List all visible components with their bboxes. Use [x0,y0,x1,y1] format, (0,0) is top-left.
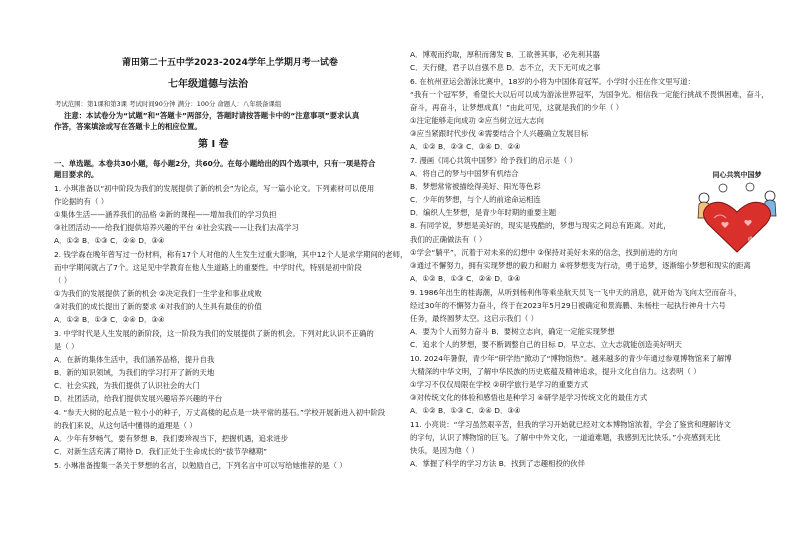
question-options: A．①② B．①③ C．②④ D．③④ [54,315,165,324]
question-line: ①为我们的发展提供了新的机会 ②决定我们一生学业和事业成败 [54,289,262,298]
question-options: A．①② B．①③ C．②④ D．③④ [54,236,165,245]
question-line: 6. 在杭州亚运会游泳比赛中，18岁的小将为中国体育冠军。小学时小汪在作文里写道： [410,77,695,86]
question-line: 奋斗，再奋斗，让梦想成真！”由此可见，这就是我们的少年（ ） [410,103,624,112]
person-head-icon [699,193,709,203]
heart-label: 中国梦 [748,237,767,244]
person-head-icon [765,191,775,201]
question-option: C．少年的梦想，与个人的前途命运相连 [410,195,541,204]
question-line: 而中学期间就占了7个。这足见中学教育在他人生道路上的重要性。中学时代，特别是初中阶段 [54,263,362,272]
person-head-icon [719,184,727,192]
question-options: A．①② B．①③ C．②④ D．③④ [410,274,521,283]
question-line: 大精深的中华文明，了解中华民族的历史底蕴及精神追求，提升文化自信力。这表明（ ） [410,367,701,376]
question-option: A．掌握了科学的学习方法 B．找到了志趣相投的伙伴 [410,459,586,468]
question-option: A．在新的集体生活中，我们涵养品格，提升自我 [54,355,215,364]
question-options: A．①② B．①③ C．②④ D．③④ [410,406,521,415]
question-option: A．少年有梦畅气，要有梦想 B．我们要珍视当下，把握机遇，追求进步 [54,434,289,443]
question-options: A．①② B．②③ C．③④ D．②④ [410,142,521,151]
question-line: ①集体生活——涵养我们的品格 ②新的课程——增加我们的学习负担 [54,210,277,219]
question-line: 10. 2024年暑假，青少年“研学热”掀动了“博物馆热”。越来越多的青少年通过参观博物馆来了解博 [410,354,732,363]
question-option: C．社会实践，为我们提供了认识社会的大门 [54,381,200,390]
question-line: ①学会“躺平”，沉着于对未来的幻想中 ②保持对美好未来的信念，找到前进的方向 [410,248,678,257]
question-line: 1. 小琪准备以“初中阶段为我们的发展提供了新的机会”为论点，写一篇小论文。下列素材可以使用 [54,184,375,193]
person-head-icon [746,183,754,191]
cartoon-figure [690,168,785,260]
figure-caption: 同心共筑中国梦 [712,171,762,179]
question-option: B．新的知识领域，为我们的学习打开了新的天地 [54,368,215,377]
question-line: ③应当紧跟时代步伐 ④需要结合个人兴趣确立发展目标 [410,129,589,138]
instruction-line-2: 题目要求的。 [54,170,99,179]
notice-line-1: 注意：本试卷分为“试题”和“答题卡”两部分，答题时请按答题卡中的“注意事项”要求认真 [64,111,360,120]
question-option: C．追求个人的梦想，要不断调整自己的目标 D．早立志、立大志就能创造美好明天 [410,340,682,349]
question-line: 8. 有同学说，梦想是美好的，现实是残酷的，梦想与现实之间总有距离。对此， [410,221,671,230]
heart-icon [703,202,770,252]
subject-title: 七年级道德与法治 [168,79,248,90]
question-option: A．要为个人而努力奋斗 B．要树立志向，确定一定能实现梦想 [410,327,615,336]
question-line: 是（ ） [54,342,79,351]
question-line: （ ） [54,276,72,285]
question-line: ③通过不懈努力，拥有实现梦想的毅力和耐力 ④将梦想变为行动，勇于追梦，逐渐缩小梦想和现实的距离 [410,261,751,270]
question-line: 3. 中学时代是人生发展的新阶段，这一阶段为我们的发展提供了新的机会。下列对此认识不正确的 [54,329,374,338]
question-option: C．天行健，君子以自强不息 D．志不立，天下无可成之事 [410,63,601,72]
instruction-line-1: 一、单选题。本卷共30小题，每小题2分，共60分。在每小题给出的四个选项中，只有一项是符合 [54,159,376,168]
question-line: 任务，最终圆梦太空。这启示我们（ ） [410,314,538,323]
question-line: ①注定能够走向成功 ②应当树立远大志向 [410,116,544,125]
question-line: 5. 小琳准备搜集一条关于梦想的名言，以勉励自己，下列名言中可以写给她推荐的是（ ） [54,461,347,470]
exam-info: 考试范围：第1课和第3课 考试时间90分钟 满分：100分 命题人：八年级备课组 [55,100,282,108]
question-line: 我们的正确做法有（ ） [410,235,487,244]
question-line: ③对我们的成长提出了新的要求 ④对我们的人生具有最佳的价值 [54,302,262,311]
question-line: 的我们来说，从这句话中懂得的道理是（ ） [54,421,197,430]
question-line: ③对传统文化的体验和感悟也是种学习 ④研学是学习传统文化的最佳方式 [410,393,648,402]
question-line: “我有一个冠军梦，希望长大以后可以成为游泳世界冠军，为国争光。相信我一定能行挑战不畏惧困难，奋斗， [410,90,769,99]
question-line: 作论据的有（ ） [54,197,109,206]
question-option: A．博观而约取，厚积而薄发 B．工欲善其事，必先利其器 [410,50,600,59]
question-line: 2. 钱学森在晚年曾写过一份材料，称有17个人对他的人生发生过重大影响，其中12个人是求学期间的老师， [54,250,408,259]
section-title: 第 I 卷 [198,139,229,150]
question-option: D．编织人生梦想，是青少年时期的重要主题 [410,208,557,217]
notice-line-2: 作答，答案填涂或写在答题卡上的相应位置。 [54,122,202,131]
question-option: A．将自己的梦与中国梦有机结合 [410,169,519,178]
question-line: 4. “参天大树的起点是一粒小小的种子，万丈高楼的起点是一块平常的基石。”学校开展新进入初中阶段 [54,408,386,417]
question-line: 经过30年的不懈努力奋斗，终于在2023年5月29日被确定和景海鹏、朱杨柱一起执行神舟十六号 [410,301,726,310]
question-option: B．梦想常常被描绘得美好、阳光等色彩 [410,182,541,191]
question-line: 的字句，认识了博物馆的巨飞。了解中中外文化，一道道难题，我感到无比快乐。”小亮感到无比 [410,433,721,442]
question-option: D．社团活动，给我们提供发展兴趣培养兴趣的平台 [54,394,223,403]
question-line: ③社团活动——给我们提供培养兴趣的平台 ④社会实践——让我们去高学习 [54,223,299,232]
question-line: ①学习不仅仅局限在学校 ②研学旅行是学习的重要方式 [410,380,589,389]
question-line: 11. 小亮说：“学习虽然艰辛苦，但我的学习开始就已经对文本博物馆浓着，学会了鉴赏和理解诗文 [410,420,731,429]
question-line: 7. 漫画《同心共筑中国梦》给予我们的启示是（ ） [410,156,577,165]
exam-title: 莆田第二十五中学2023-2024学年上学期月考一试卷 [122,58,338,68]
question-option: C．对新生活充满了期待 D．我们正处于生命成长的“拔节孕穗期” [54,447,268,456]
question-line: 快乐，是因为他（ ） [410,446,479,455]
question-line: 9. 1986年出生的桂海潮，从听到杨利伟等乘坐航天员飞一飞中天的消息，就开始为飞向太空而奋斗， [410,288,742,297]
